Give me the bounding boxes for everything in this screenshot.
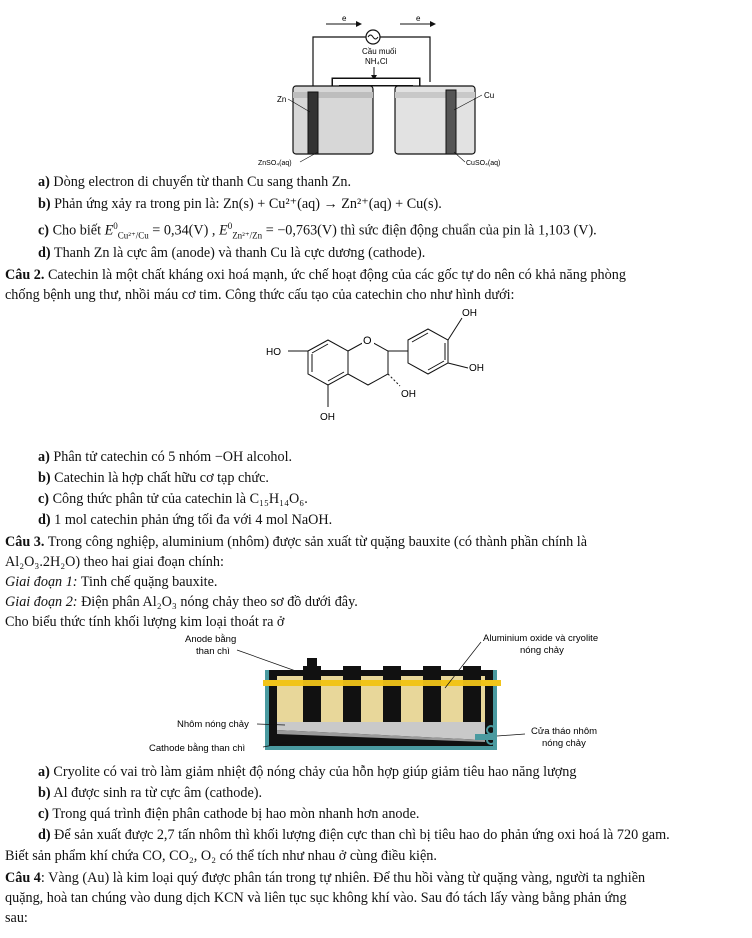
q1-statement-b: b) Phản ứng xảy ra trong pin là: Zn(s) + Cu²⁺(aq) → Zn²⁺(aq) + Cu(s). [38,196,442,212]
q2-intro-line-2: chống bệnh ung thư, nhồi máu cơ tim. Công thức cấu tạo của catechin cho như hình dưới: [5,287,515,303]
oh-mid-label: OH [401,389,416,400]
anode-label-2: than chì [196,646,230,657]
oxide-label-1: Aluminium oxide và cryolite [483,633,599,644]
outlet-label-1: Cửa tháo nhôm [531,726,598,737]
ring-oxygen-label: O [363,335,372,347]
electron-right-label: e [416,14,421,23]
cathode-label: Cathode bằng than chì [149,743,246,754]
q4-line-1: Câu 4: Vàng (Au) là kim loại quý được phân tán trong tự nhiên. Để thu hồi vàng từ quặng vàng, người ta nghiền [5,870,646,886]
znso4-label: ZnSO₄(aq) [258,160,292,167]
salt-bridge-formula: NH₄Cl [365,57,388,66]
q3-intro-line-1: Câu 3. Trong công nghiệp, aluminium (nhôm) được sản xuất từ quặng bauxite (có thành phần chính là [5,534,588,550]
cuso4-label: CuSO₄(aq) [466,160,501,167]
catechin-structure [250,304,510,456]
outlet-label-2: nóng chảy [542,738,586,749]
q4-line-2: quặng, hoà tan chúng vào dung dịch KCN và liên tục sục không khí vào. Sau đó tách lấy vàng bằng phản ứng [5,890,627,906]
q3-statement-b: b) Al được sinh ra từ cực âm (cathode). [38,785,263,801]
q2-intro-line-1: Câu 2. Catechin là một chất kháng oxi hoá mạnh, ức chế hoạt động của các gốc tự do nên có khả năng phòng [5,267,626,283]
q3-intro-line-2: Al₂O₃.2H₂O) theo hai giai đoạn chính: [5,554,224,570]
molten-al-label: Nhôm nóng chảy [177,719,249,730]
oh-bottom-label: OH [320,412,335,423]
q3-statement-a: a) Cryolite có vai trò làm giảm nhiệt độ nóng chảy của hỗn hợp giúp giảm tiêu hao năng lượng [38,764,577,780]
q3-statement-d: d) Để sản xuất được 2,7 tấn nhôm thì khối lượng điện cực than chì bị tiêu hao do phản ứng oxi hoá là 720 gam. [38,827,670,843]
salt-bridge-label: Cầu muối [362,47,397,56]
zinc-label: Zn [277,95,287,104]
q3-formula-line: Cho biểu thức tính khối lượng kim loại thoát ra ở [5,614,285,630]
q1-statement-c: c) Cho biết $E^0_{Cu^{2+}/Cu} = 0,34(V)$ , $E^0_{Zn^{2+}/Zn} = -0,763(V)$ thì sức điện động chuẩn của pin là 1,103 (V). [38,221,597,241]
q3-stage-2: Giai đoạn 2: Điện phân Al₂O₃ nóng chảy theo sơ đồ dưới đây. [5,594,358,610]
q2-statement-d: d) 1 mol catechin phản ứng tối đa với 4 mol NaOH. [38,512,333,528]
anode-label-1: Anode bằng [185,634,237,645]
q3-statement-d-cont: Biết sản phẩm khí chứa CO, CO₂, O₂ có thể tích như nhau ở cùng điều kiện. [5,848,437,864]
ho-left-label: HO [266,347,281,358]
q1-statement-a: a) Dòng electron di chuyển từ thanh Cu sang thanh Zn. [38,174,352,190]
electrolysis-figure [145,630,620,760]
oh-top-label: OH [462,308,477,319]
oh-right-label: OH [469,363,484,374]
q2-statement-b: b) Catechin là hợp chất hữu cơ tạp chức. [38,470,269,486]
q1-statement-d: d) Thanh Zn là cực âm (anode) và thanh Cu là cực dương (cathode). [38,245,426,261]
electron-left-label: e [342,14,347,23]
copper-label: Cu [484,91,495,100]
galvanic-cell-figure [258,2,520,170]
q2-statement-c: c) Công thức phân tử của catechin là C₁₅H₁₄O₆. [38,491,308,507]
oxide-label-2: nóng chảy [520,645,564,656]
q2-statement-a: a) Phân tử catechin có 5 nhóm −OH alcohol. [38,449,293,465]
q3-statement-c: c) Trong quá trình điện phân cathode bị hao mòn nhanh hơn anode. [38,806,420,822]
q3-stage-1: Giai đoạn 1: Tinh chế quặng bauxite. [5,574,218,590]
q4-line-3: sau: [5,910,28,926]
